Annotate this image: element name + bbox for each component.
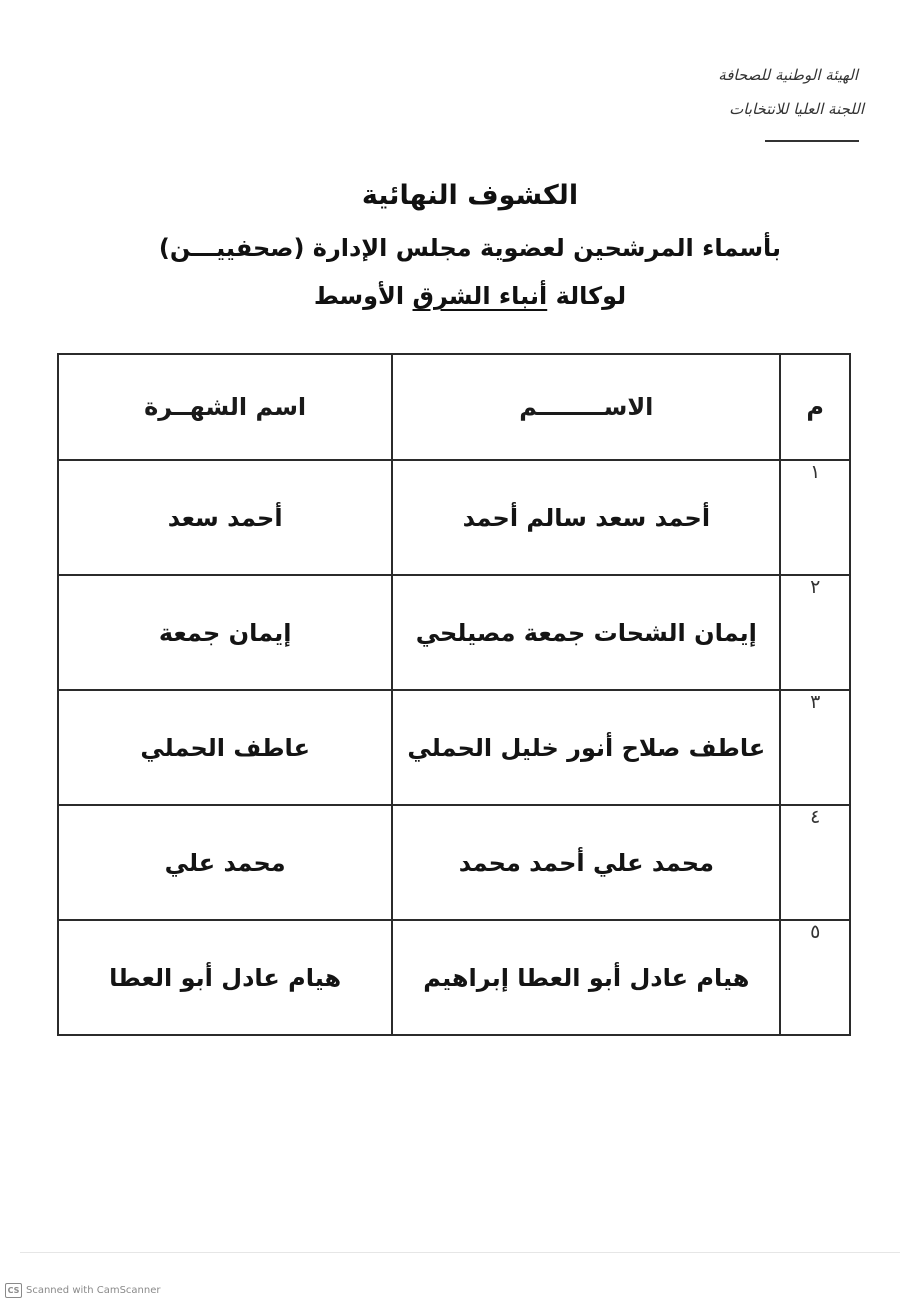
org-name: الهيئة الوطنية للصحافة [718,66,858,84]
header-name: الاســــــــم [392,354,780,460]
page-title: الكشوف النهائية [361,180,579,211]
row-index: ١ [780,460,850,575]
table-header-row [58,354,850,460]
camscanner-logo-icon: CS [5,1283,22,1298]
candidate-known-as: إيمان جمعة [58,575,392,690]
document-titles [120,172,820,316]
footer-divider [20,1252,900,1253]
committee-name: اللجنة العليا للانتخابات [729,100,864,118]
candidate-name: أحمد سعد سالم أحمد [392,460,780,575]
candidate-known-as: أحمد سعد [58,460,392,575]
header-index: م [780,354,850,460]
agency-prefix: لوكالة [547,282,627,310]
page-subtitle: بأسماء المرشحين لعضوية مجلس الإدارة (صحفييـــن) [158,234,782,262]
candidate-name: هيام عادل أبو العطا إبراهيم [392,920,780,1035]
candidate-name: محمد علي أحمد محمد [392,805,780,920]
agency-line [120,276,820,316]
row-index: ٣ [780,690,850,805]
agency-suffix: الأوسط [313,282,413,310]
scanner-watermark [5,1283,161,1298]
agency-name-underlined: أنباء الشرق [412,282,548,310]
table-row [58,460,850,575]
header-divider [765,140,859,142]
row-index: ٢ [780,575,850,690]
table-row [58,690,850,805]
candidate-known-as: هيام عادل أبو العطا [58,920,392,1035]
candidate-name: عاطف صلاح أنور خليل الحملي [392,690,780,805]
scanner-text: Scanned with CamScanner [26,1285,161,1296]
row-index: ٥ [780,920,850,1035]
candidate-name: إيمان الشحات جمعة مصيلحي [392,575,780,690]
candidate-known-as: عاطف الحملي [58,690,392,805]
row-index: ٤ [780,805,850,920]
candidates-table [57,353,851,1036]
table-row [58,575,850,690]
table-row [58,920,850,1035]
header-known-as: اسم الشهــرة [58,354,392,460]
table-row [58,805,850,920]
candidate-known-as: محمد علي [58,805,392,920]
organization-header [624,58,864,126]
